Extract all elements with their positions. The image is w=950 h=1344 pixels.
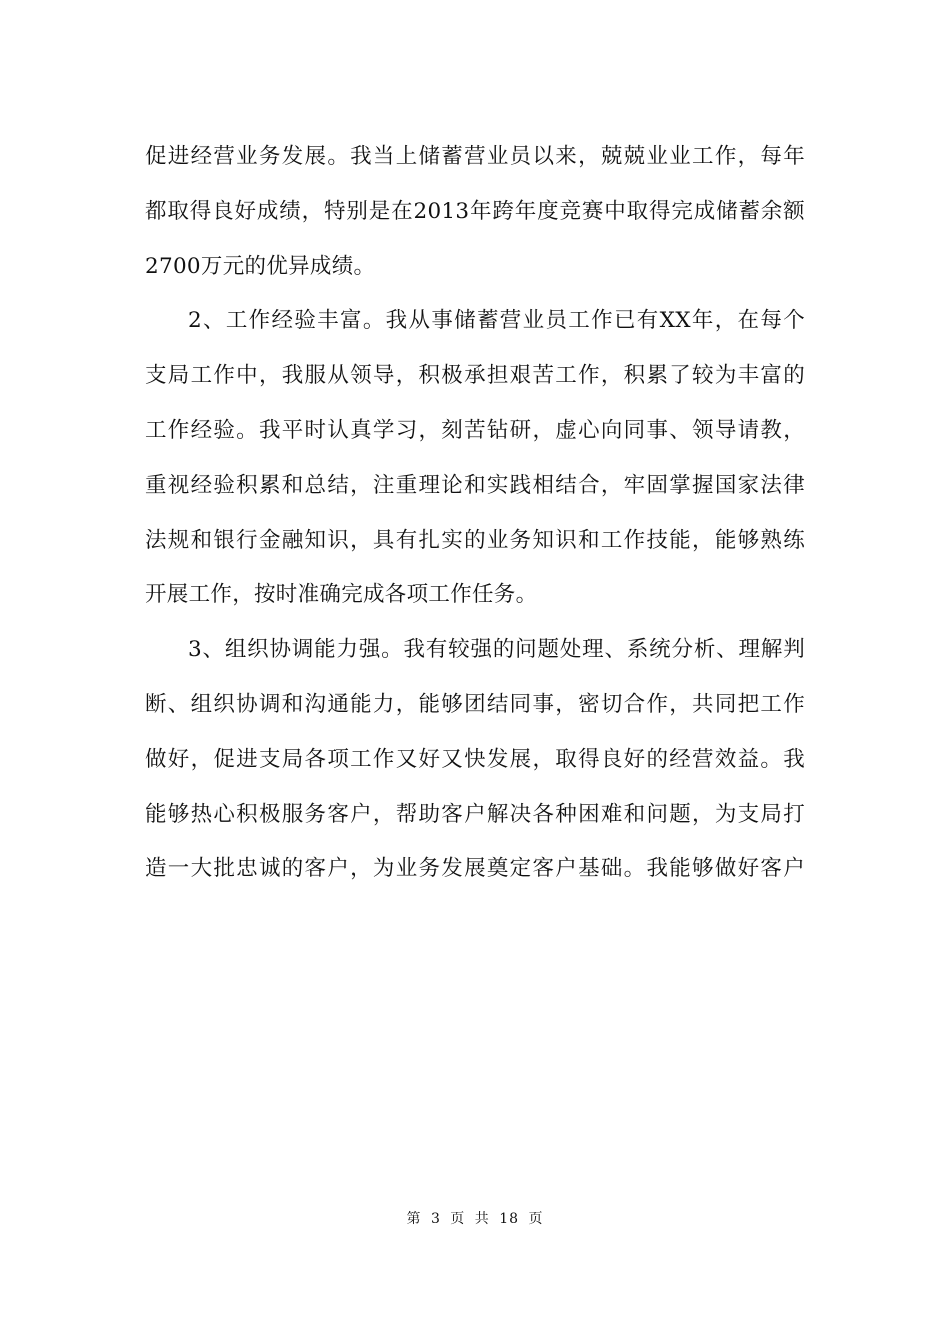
page-number-footer: 第 3 页 共 18 页: [406, 1211, 544, 1227]
body-text: [145, 130, 805, 897]
text-line-9: 开展工作，按时准确完成各项工作任务。: [145, 582, 538, 608]
text-line-10: 3、组织协调能力强。我有较强的问题处理、系统分析、理解判: [188, 637, 805, 663]
text-line-4: 2、工作经验丰富。我从事储蓄营业员工作已有XX年，在每个: [188, 308, 805, 334]
text-line-3: 2700万元的优异成绩。: [145, 253, 376, 279]
text-line-2: 都取得良好成绩，特别是在2013年跨年度竞赛中取得完成储蓄余额: [145, 198, 805, 224]
text-line-6: 工作经验。我平时认真学习，刻苦钻研，虚心向同事、领导请教，: [145, 417, 805, 443]
text-line-13: 能够热心积极服务客户，帮助客户解决各种困难和问题，为支局打: [145, 801, 805, 827]
text-line-7: 重视经验积累和总结，注重理论和实践相结合，牢固掌握国家法律: [145, 472, 805, 498]
text-line-8: 法规和银行金融知识，具有扎实的业务知识和工作技能，能够熟练: [145, 527, 805, 553]
text-line-1: 促进经营业务发展。我当上储蓄营业员以来，兢兢业业工作，每年: [145, 144, 805, 169]
text-line-11: 断、组织协调和沟通能力，能够团结同事，密切合作，共同把工作: [145, 691, 805, 717]
text-line-14: 造一大批忠诚的客户，为业务发展奠定客户基础。我能够做好客户: [145, 856, 805, 882]
text-line-5: 支局工作中，我服从领导，积极承担艰苦工作，积累了较为丰富的: [145, 363, 805, 389]
text-line-12: 做好，促进支局各项工作又好又快发展，取得良好的经营效益。我: [145, 746, 805, 772]
